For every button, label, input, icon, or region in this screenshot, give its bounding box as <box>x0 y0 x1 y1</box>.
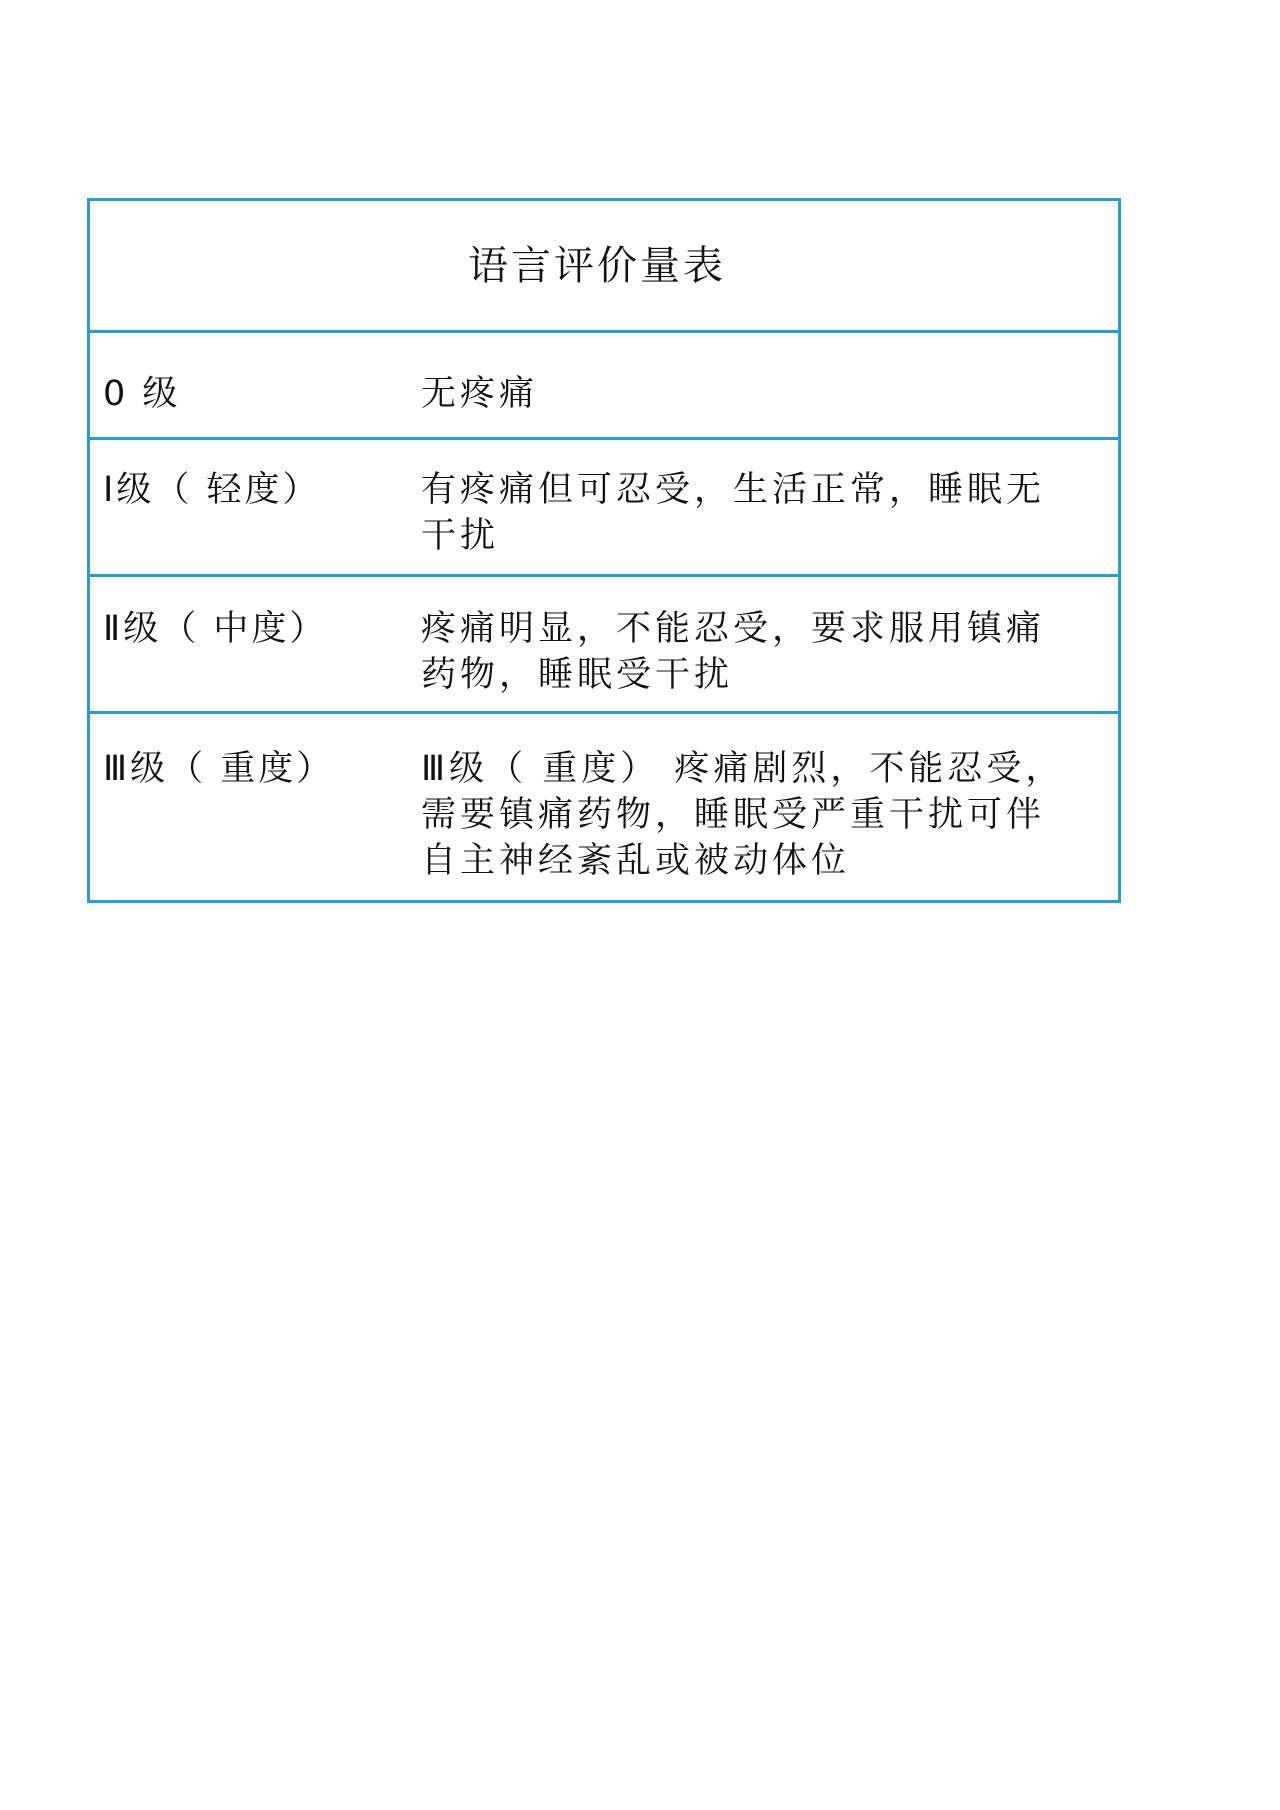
table-title: 语言评价量表 <box>468 242 726 289</box>
grade-cell: Ⅰ级（ 轻度） <box>103 470 321 510</box>
description-cell <box>421 746 1118 884</box>
table-title-row <box>90 201 1118 333</box>
description-line: 疼痛明显，不能忍受，要求服用镇痛 <box>421 609 1046 649</box>
description-line: Ⅲ级（ 重度） 疼痛剧烈，不能忍受， <box>421 749 1065 789</box>
description-cell <box>421 606 1118 698</box>
table-row <box>90 714 1118 903</box>
description-line: 药物，睡眠受干扰 <box>421 655 734 695</box>
description-cell <box>421 467 1118 559</box>
description-line: 有疼痛但可忍受，生活正常，睡眠无 <box>421 470 1046 510</box>
grade-cell: Ⅱ级（ 中度） <box>103 609 328 649</box>
description-cell <box>421 371 1118 417</box>
description-line: 干扰 <box>421 516 500 556</box>
grade-cell: 0 级 <box>103 374 181 414</box>
description-line: 需要镇痛药物，睡眠受严重干扰可伴 <box>421 795 1046 835</box>
description-line: 无疼痛 <box>421 374 539 414</box>
pain-scale-table <box>87 198 1121 903</box>
table-row <box>90 440 1118 577</box>
table-row <box>90 333 1118 440</box>
grade-cell: Ⅲ级（ 重度） <box>103 749 335 789</box>
description-line: 自主神经紊乱或被动体位 <box>421 841 851 881</box>
table-row <box>90 577 1118 714</box>
